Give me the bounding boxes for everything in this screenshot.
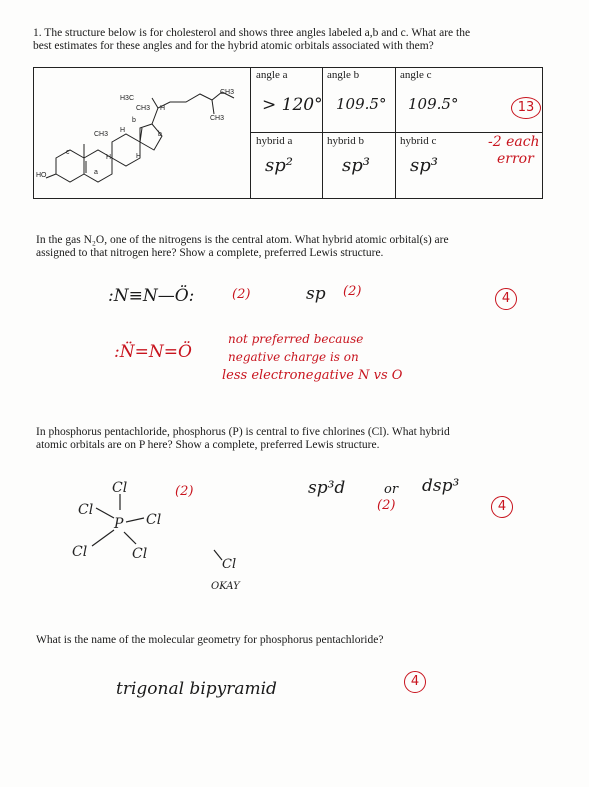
h3c-label: H3C bbox=[120, 95, 135, 102]
points-note: (2) bbox=[232, 287, 251, 302]
question-3-line-2: atomic orbitals are on P here? Show a complete, preferred Lewis structure. bbox=[36, 439, 380, 451]
ch3-label: CH3 bbox=[220, 89, 235, 96]
h-label: H bbox=[120, 127, 126, 134]
chlorine-atom: Cl bbox=[222, 557, 237, 572]
chlorine-atom: Cl bbox=[146, 512, 162, 528]
ch3-label: CH3 bbox=[94, 131, 109, 138]
angle-c-answer: 109.5° bbox=[408, 95, 459, 113]
phosphorus-atom: P bbox=[114, 516, 124, 532]
hybrid-a-answer: sp² bbox=[265, 155, 293, 176]
pcl5-lewis-structure bbox=[60, 472, 190, 568]
alternate-lewis-structure: :N̈=N=Ö bbox=[114, 342, 192, 362]
points-note: (2) bbox=[175, 484, 194, 499]
n2o-lewis-structure: :N≡N—Ö: bbox=[108, 286, 195, 306]
question-2-line-2: assigned to that nitrogen here? Show a complete, preferred Lewis structure. bbox=[36, 247, 384, 259]
hybrid-answer: sp bbox=[306, 284, 326, 304]
chlorine-atom: Cl bbox=[132, 546, 148, 562]
angle-b-header: angle b bbox=[327, 69, 360, 81]
question-2-line-1: In the gas N₂O, one of the nitrogens is the central atom. What hybrid atomic orbital(s) are bbox=[36, 234, 449, 246]
angle-c-header: angle c bbox=[400, 69, 432, 81]
geometry-answer: trigonal bipyramid bbox=[116, 679, 277, 699]
cholesterol-structure-diagram bbox=[36, 70, 248, 196]
grader-comment: negative charge is on bbox=[228, 350, 359, 364]
grader-comment: not preferred because bbox=[228, 332, 364, 346]
hybrid-alt-answer: dsp³ bbox=[422, 476, 460, 496]
question-1-line-1: 1. The structure below is for cholesterol and shows three angles labeled a,b and c. What are the bbox=[33, 27, 471, 39]
angle-label-c: c bbox=[66, 149, 70, 156]
question-3-line-1: In phosphorus pentachloride, phosphorus (P) is central to five chlorines (Cl). What hybrid bbox=[36, 426, 450, 438]
score-q2: 4 bbox=[495, 288, 517, 310]
hybrid-c-answer: sp³ bbox=[410, 155, 438, 176]
okay-note: OKAY bbox=[211, 581, 240, 592]
h-label: H bbox=[160, 105, 166, 112]
points-note: (2) bbox=[377, 498, 396, 513]
grader-comment: less electronegative N vs O bbox=[222, 368, 403, 383]
chlorine-atom: Cl bbox=[112, 480, 128, 496]
hybrid-c-header: hybrid c bbox=[400, 135, 437, 147]
table-row-divider bbox=[250, 132, 543, 133]
ch3-label: CH3 bbox=[136, 105, 151, 112]
question-4: What is the name of the molecular geometry for phosphorus pentachloride? bbox=[36, 634, 384, 646]
angle-label-b: b bbox=[132, 117, 136, 124]
or-text: or bbox=[384, 482, 399, 497]
hybrid-answer: sp³d bbox=[308, 478, 346, 498]
angle-label-a: a bbox=[94, 169, 98, 176]
points-note: (2) bbox=[343, 284, 362, 299]
angle-b-answer: 109.5° bbox=[336, 95, 387, 113]
h-label: H bbox=[106, 154, 112, 161]
deduction-note: -2 each bbox=[488, 134, 540, 150]
ho-label: HO bbox=[36, 172, 47, 179]
chlorine-atom: Cl bbox=[78, 502, 94, 518]
hybrid-b-answer: sp³ bbox=[342, 155, 370, 176]
angle-a-answer: > 120° bbox=[262, 95, 323, 115]
angle-a-header: angle a bbox=[256, 69, 288, 81]
hybrid-b-header: hybrid b bbox=[327, 135, 364, 147]
question-1-line-2: best estimates for these angles and for the hybrid atomic orbitals associated with them? bbox=[33, 40, 434, 52]
ch3-label: CH3 bbox=[210, 115, 225, 122]
h-label: H bbox=[136, 153, 142, 160]
angle-label-b: b bbox=[158, 131, 162, 138]
lone-cl-sketch bbox=[208, 546, 248, 576]
hybrid-a-header: hybrid a bbox=[256, 135, 293, 147]
deduction-note: error bbox=[497, 151, 534, 167]
score-q3: 4 bbox=[491, 496, 513, 518]
score-q4: 4 bbox=[404, 671, 426, 693]
score-q1: 13 bbox=[511, 97, 541, 119]
chlorine-atom: Cl bbox=[72, 544, 88, 560]
